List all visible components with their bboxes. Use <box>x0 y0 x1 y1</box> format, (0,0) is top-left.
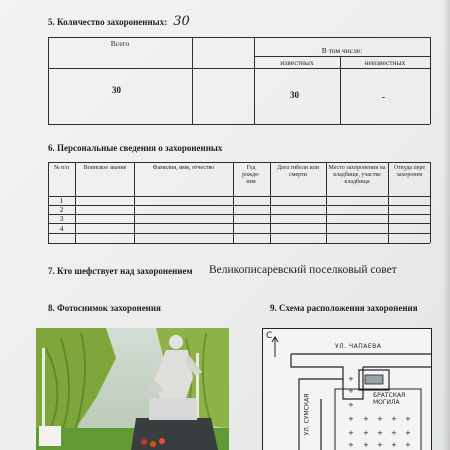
page-edge-shadow <box>442 0 450 450</box>
col-death-date: Дата гибели или смерти <box>277 165 319 178</box>
svg-text:+: + <box>363 429 369 437</box>
patron-organization: Великописаревский поселковый совет <box>209 264 397 276</box>
value-unknown: - <box>382 92 385 102</box>
svg-text:+: + <box>391 429 397 437</box>
col-unknown: неизвестных <box>364 58 406 67</box>
row-number-3: 3 <box>59 214 64 223</box>
col-reburied-from: Откуда перезахоронен <box>393 165 426 178</box>
col-burial-place: Место захоронения на кладбище, участке кладбища <box>328 165 386 185</box>
svg-text:+: + <box>377 441 383 449</box>
section5-heading <box>48 14 190 29</box>
row-number-2: 2 <box>59 205 64 214</box>
svg-text:+: + <box>405 441 411 449</box>
north-label: С <box>266 331 273 341</box>
section5-handwritten-count: 30 <box>173 14 190 29</box>
col-total: Всего <box>110 39 130 48</box>
svg-text:+: + <box>391 415 397 423</box>
section8-heading: 8. Фотоснимок захоронения <box>48 303 161 313</box>
value-known: 30 <box>290 90 299 100</box>
svg-text:+: + <box>348 375 354 383</box>
section6-heading: 6. Персональные сведения о захороненных <box>48 143 223 153</box>
mass-grave-label: БРАТСКАЯ МОГИЛА <box>373 392 406 406</box>
svg-text:+: + <box>377 429 383 437</box>
col-fullname: Фамилия, имя, отчество <box>152 165 215 171</box>
street-chapaeva-label: УЛ. ЧАПАЕВА <box>335 343 382 350</box>
section5-heading-text: 5. Количество захороненных: <box>48 17 168 27</box>
svg-text:+: + <box>348 441 354 449</box>
street-sumskaya-label: УЛ. СУМСКАЯ <box>303 393 311 436</box>
value-total: 30 <box>112 85 121 95</box>
row-number-1: 1 <box>59 196 64 205</box>
svg-text:+: + <box>377 415 383 423</box>
col-birth-year: Год рожде-ния <box>242 165 260 185</box>
svg-text:+: + <box>348 415 354 423</box>
svg-text:+: + <box>348 401 354 409</box>
svg-text:+: + <box>405 415 411 423</box>
svg-text:+: + <box>363 441 369 449</box>
svg-text:+: + <box>405 429 411 437</box>
col-known: известных <box>280 58 314 67</box>
section9-heading: 9. Схема расположения захоронения <box>270 303 418 313</box>
col-rank: Воинское звание <box>83 165 127 171</box>
svg-text:+: + <box>348 429 354 437</box>
section7-heading: 7. Кто шефствует над захоронением <box>48 266 193 276</box>
row-number-4: 4 <box>59 224 64 233</box>
svg-text:+: + <box>363 415 369 423</box>
memorial-photo <box>36 328 229 450</box>
svg-text:+: + <box>391 441 397 449</box>
memorial-photo-image <box>36 328 229 450</box>
col-number: № п/п <box>53 165 70 171</box>
svg-text:+: + <box>348 387 354 395</box>
location-diagram <box>262 328 432 450</box>
col-including: В том числе: <box>321 46 363 55</box>
